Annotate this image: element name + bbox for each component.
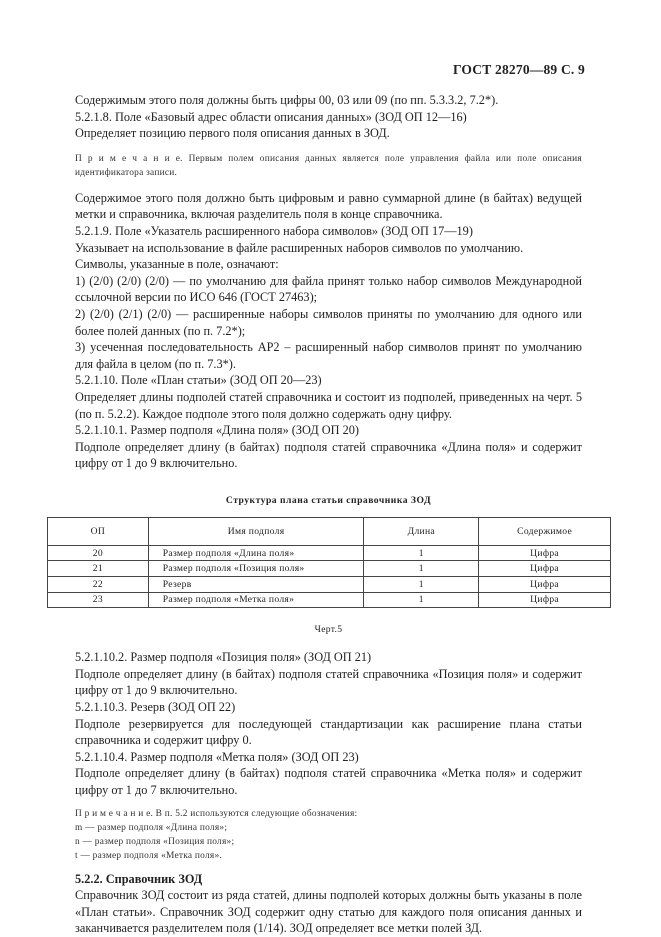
column-header: Имя подполя (148, 517, 364, 545)
note-item: t — размер подполя «Метка поля». (75, 850, 223, 861)
table-cell: Размер подполя «Длина поля» (148, 545, 364, 561)
paragraph: Указывает на использование в файле расширенных наборов символов по умолчанию. (75, 240, 524, 255)
entry-map-table (47, 517, 611, 608)
table-cell: 1 (364, 561, 479, 577)
table-cell: Цифра (479, 545, 611, 561)
table-header-row (48, 517, 611, 545)
table-cell: 1 (364, 577, 479, 593)
list-item: 1) (2/0) (2/0) (2/0) — по умолчанию для файла принят только набор символов Международной ссылочной версии по ИСО 646 (ГОСТ 27463); (75, 273, 582, 305)
clause-heading: 5.2.1.9. Поле «Указатель расширенного набора символов» (ЗОД ОП 17—19) (75, 223, 473, 238)
column-header: Длина (364, 517, 479, 545)
table-cell: 22 (48, 577, 149, 593)
table-row (48, 561, 611, 577)
paragraph: Содержимым этого поля должны быть цифры 00, 03 или 09 (по пп. 5.3.3.2, 7.2*). (75, 93, 499, 107)
table-row (48, 545, 611, 561)
clause-heading: 5.2.1.8. Поле «Базовый адрес области описания данных» (ЗОД ОП 12—16) (75, 109, 467, 124)
column-header: Содержимое (479, 517, 611, 545)
table-cell: 23 (48, 592, 149, 608)
column-header: ОП (48, 517, 149, 545)
paragraph: Содержимое этого поля должно быть цифровым и равно суммарной длине (в байтах) ведущей метки и справочника, включая разделитель поля в конце справочника. (75, 190, 582, 222)
figure-label: Черт.5 (314, 624, 343, 636)
note-lead: П р и м е ч а н и е. В п. 5.2 используются следующие обозначения: (75, 808, 358, 819)
paragraph: Подполе определяет длину (в байтах) подполя статей справочника «Метка поля» и содержит цифру от 1 до 7 включительно. (75, 766, 582, 797)
clause-heading: 5.2.1.10.4. Размер подполя «Метка поля» (ЗОД ОП 23) (75, 749, 359, 764)
list-item: 3) усеченная последовательность АР2 – расширенный набор символов принят по умолчанию для файла в целом (по п. 7.3*). (75, 340, 582, 371)
paragraph: Подполе определяет длину (в байтах) подполя статей справочника «Позиция поля» и содержит цифру от 1 до 9 включительно. (75, 666, 582, 698)
paragraph: Подполе резервируется для последующей стандартизации как расширение плана статьи справочника и содержит цифру 0. (75, 716, 582, 748)
paragraph: Определяет длины подполей статей справочника и состоит из подполей, приведенных на черт. 5 (по п. 5.2.2). Каждое подполе этого поля должно содержать одну цифру. (75, 389, 582, 421)
page-header: ГОСТ 28270—89 С. 9 (452, 62, 585, 77)
table-cell: Размер подполя «Метка поля» (148, 592, 364, 608)
paragraph: Подполе определяет длину (в байтах) подполя статей справочника «Длина поля» и содержит цифру от 1 до 9 включительно. (75, 439, 582, 471)
note-item: n — размер подполя «Позиция поля»; (75, 836, 235, 847)
table-cell: 21 (48, 561, 149, 577)
paragraph: Справочник ЗОД состоит из ряда статей, длины подполей которых должны быть указаны в поле «План статьи». Справочник ЗОД содержит одну статью для каждого поля описания данных и заканчивается разделителем поля (1/14). ЗОД определяет все метки полей ЗД. (75, 888, 582, 936)
note-item: m — размер подполя «Длина поля»; (75, 822, 228, 833)
note: П р и м е ч а н и е. Первым полем описания данных является поле управления файла или поле описания идентификатора записи. (75, 153, 582, 178)
table-cell: Цифра (479, 561, 611, 577)
section-title: 5.2.2. Справочник ЗОД (75, 871, 203, 886)
table-row (48, 592, 611, 608)
list-item: 2) (2/0) (2/1) (2/0) — расширенные наборы символов приняты по умолчанию для одного или более полей данных (по п. 7.2*); (75, 306, 582, 338)
table-caption: Структура плана статьи справочника ЗОД (225, 494, 432, 506)
paragraph: Определяет позицию первого поля описания данных в ЗОД. (75, 126, 390, 141)
table-cell: Размер подполя «Позиция поля» (148, 561, 364, 577)
clause-heading: 5.2.1.10.3. Резерв (ЗОД ОП 22) (75, 700, 236, 715)
note-block (75, 807, 582, 863)
table-cell: Цифра (479, 577, 611, 593)
table-cell: Резерв (148, 577, 364, 593)
clause-heading: 5.2.1.10.2. Размер подполя «Позиция поля» (ЗОД ОП 21) (75, 650, 372, 665)
clause-heading: 5.2.1.10.1. Размер подполя «Длина поля» (ЗОД ОП 20) (75, 423, 360, 438)
table-cell: Цифра (479, 592, 611, 608)
table-cell: 20 (48, 545, 149, 561)
table-cell: 1 (364, 545, 479, 561)
clause-heading: 5.2.1.10. Поле «План статьи» (ЗОД ОП 20—23) (75, 373, 322, 388)
page-content (75, 92, 582, 937)
paragraph: Символы, указанные в поле, означают: (75, 257, 279, 272)
table-row (48, 577, 611, 593)
table-cell: 1 (364, 592, 479, 608)
